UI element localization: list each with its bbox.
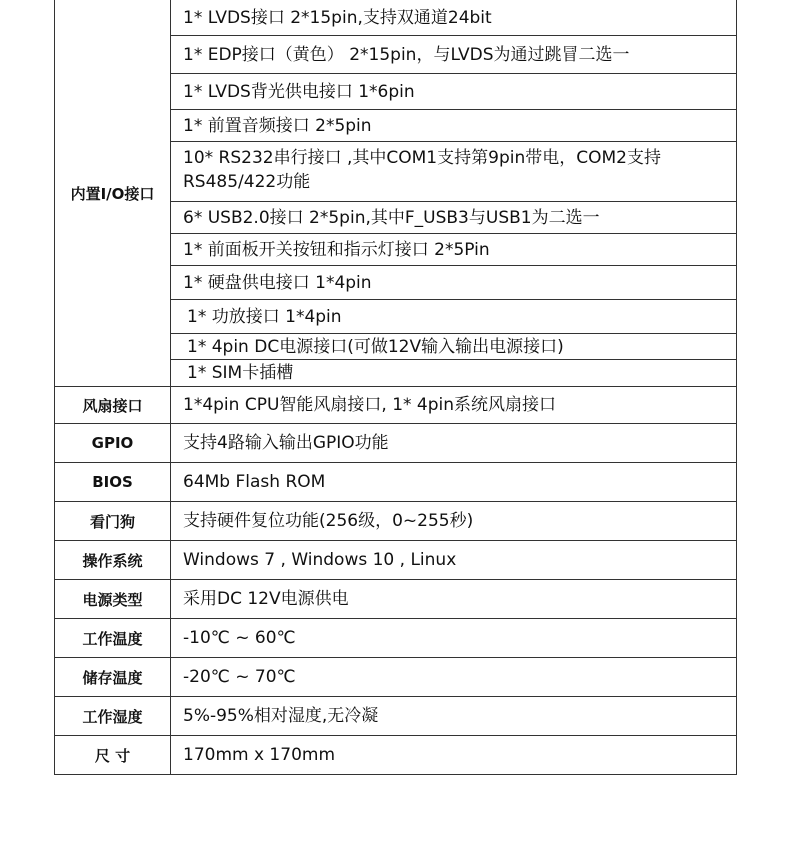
io-row: [55, 0, 737, 387]
spec-row-humidity: [55, 697, 737, 736]
io-item: 1* 硬盘供电接口 1*4pin: [171, 266, 736, 300]
io-item: 1* LVDS接口 2*15pin,支持双通道24bit: [171, 0, 736, 36]
row-label: 工作温度: [55, 619, 171, 658]
row-label: BIOS: [55, 463, 171, 502]
row-label: 看门狗: [55, 502, 171, 541]
spec-row-fan: [55, 387, 737, 424]
spec-row-gpio: [55, 424, 737, 463]
io-list: [171, 0, 736, 386]
io-item: 1* 4pin DC电源接口(可做12V输入输出电源接口): [171, 334, 736, 360]
spec-row-storage-temp: [55, 658, 737, 697]
row-value: -20℃ ~ 70℃: [171, 658, 737, 697]
io-item: 1* 前置音频接口 2*5pin: [171, 110, 736, 142]
io-item: 6* USB2.0接口 2*5pin,其中F_USB3与USB1为二选一: [171, 202, 736, 234]
row-value: 170mm x 170mm: [171, 736, 737, 775]
row-value: 1*4pin CPU智能风扇接口, 1* 4pin系统风扇接口: [171, 387, 737, 424]
io-item: 1* SIM卡插槽: [187, 363, 294, 383]
spec-row-power: [55, 580, 737, 619]
io-item: 1* EDP接口（黄色） 2*15pin，与LVDS为通过跳冒二选一: [171, 36, 736, 74]
io-item: 1* 功放接口 1*4pin: [171, 300, 736, 334]
io-label: 内置I/O接口: [70, 184, 155, 203]
spec-row-size: [55, 736, 737, 775]
row-value: 5%-95%相对湿度,无冷凝: [171, 697, 737, 736]
row-label: 储存温度: [55, 658, 171, 697]
spec-row-bios: [55, 463, 737, 502]
io-item: 1* LVDS背光供电接口 1*6pin: [171, 74, 736, 110]
row-value: 支持4路输入输出GPIO功能: [171, 424, 737, 463]
spec-row-os: [55, 541, 737, 580]
io-label-cell: [55, 0, 171, 387]
row-value: -10℃ ~ 60℃: [171, 619, 737, 658]
row-label: 工作湿度: [55, 697, 171, 736]
spec-row-watchdog: [55, 502, 737, 541]
row-value: 采用DC 12V电源供电: [171, 580, 737, 619]
row-value: 64Mb Flash ROM: [171, 463, 737, 502]
row-label: GPIO: [55, 424, 171, 463]
io-value-cell: [171, 0, 737, 387]
io-item: 10* RS232串行接口 ,其中COM1支持第9pin带电，COM2支持RS485/422功能: [171, 142, 736, 202]
row-label: 风扇接口: [55, 387, 171, 424]
spec-row-op-temp: [55, 619, 737, 658]
row-value: Windows 7 , Windows 10 , Linux: [171, 541, 737, 580]
row-value: 支持硬件复位功能(256级，0~255秒): [171, 502, 737, 541]
row-label: 操作系统: [55, 541, 171, 580]
row-label: 尺 寸: [55, 736, 171, 775]
io-item: 1* 前面板开关按钮和指示灯接口 2*5Pin: [171, 234, 736, 266]
row-label: 电源类型: [55, 580, 171, 619]
spec-table: [54, 0, 737, 775]
